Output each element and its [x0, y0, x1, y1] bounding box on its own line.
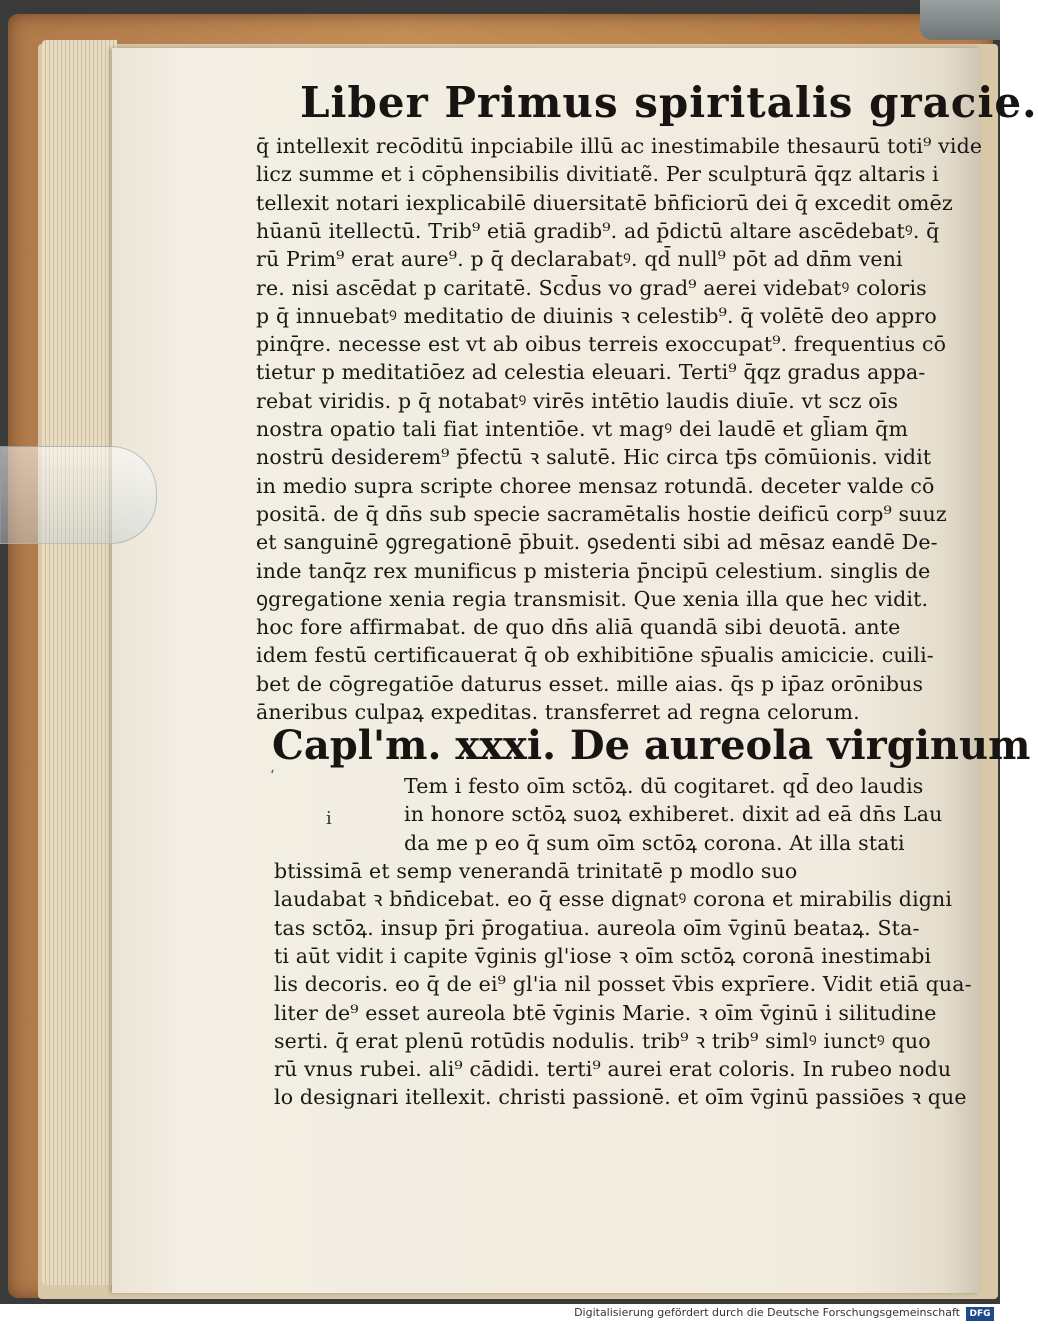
footer-credit: Digitalisierung gefördert durch die Deutsche Forschungsgemeinschaft — [574, 1306, 960, 1319]
dfg-logo: DFG — [966, 1307, 994, 1321]
text-line: inde tanq̄z rex munificus p misteria p̄ncipū celestium. singlis de — [256, 558, 931, 583]
text-line: p q̄ innuebatꝰ meditatio de diuinis ꝛ celestib⁹. q̄ volētē deo appro — [256, 303, 937, 328]
text-line: Tem i festo oīm sctōꝝ. dū cogitaret. qd̄ deo laudis — [404, 774, 924, 798]
text-line: q̄ intellexit recōditū inpciabile illū ac inestimabile thesaurū toti⁹ vide — [256, 134, 983, 158]
text-line: serti. q̄ erat plenū rotūdis nodulis. trib⁹ ꝛ trib⁹ simlꝰ iunctꝰ quo — [274, 1028, 931, 1053]
text-line: tietur p meditatiōez ad celestia eleuari. Terti⁹ q̄qz gradus appa- — [256, 360, 926, 385]
text-line: da me p eo q̄ sum oīm sctōꝝ corona. At illa stati — [404, 830, 905, 855]
text-line: licz summe et i cōphensibilis divitiatẽ. Per sculpturā q̄qz altaris i — [256, 162, 939, 187]
text-line: positā. de q̄ dn̄s sub specie sacramētalis hostie deificū corp⁹ suuz — [256, 501, 947, 526]
text-line: pinq̄re. necesse est vt ab oibus terreis exoccupat⁹. frequentius cō — [256, 332, 947, 357]
text-line: liter de⁹ esset aureola btē v̄ginis Marie. ꝛ oīm v̄ginū i silitudine — [274, 1000, 937, 1025]
book-clasp — [920, 0, 1000, 40]
text-line: ꝯgregatione xenia regia transmisit. Que xenia illa que hec vidit. — [256, 586, 929, 611]
chapter-mark: ‘ — [270, 768, 275, 784]
text-line: re. nisi ascēdat p caritatē. Scd̄us vo grad⁹ aerei videbatꝰ coloris — [256, 275, 927, 300]
text-line: laudabat ꝛ bn̄dicebat. eo q̄ esse dignatꝰ corona et mirabilis digni — [274, 887, 953, 912]
text-line: rebat viridis. p q̄ notabatꝰ virēs intētio laudis diuīe. vt scz oīs — [256, 388, 899, 413]
page-edges — [42, 40, 117, 1285]
text-line: nostrū desiderem⁹ p̄fectū ꝛ salutē. Hic circa tp̄s cōmūionis. vidit — [256, 445, 932, 470]
text-line: rū vnus rubei. ali⁹ cādidi. terti⁹ aurei erat coloris. In rubeo nodu — [274, 1057, 952, 1082]
page-heading: Liber Primus spiritalis gracie. — [300, 78, 1038, 127]
text-line: in honore sctōꝝ suoꝝ exhiberet. dixit ad eā dn̄s Lau — [404, 802, 943, 827]
text-line: tellexit notari iexplicabilē diuersitatē bn̄ficiorū dei q̄ excedit omēz — [256, 190, 953, 215]
text-line: ti aūt vidit i capite v̄ginis gl'iose ꝛ oīm sctōꝝ coronā inestimabi — [274, 943, 932, 968]
text-line: et sanguinē ꝯgregationē p̄buit. ꝯsedenti sibi ad mēsaz eandē De- — [256, 530, 938, 555]
footer-bar — [0, 1304, 1000, 1324]
text-line: hoc fore affirmabat. de quo dn̄s aliā quandā sibi deuotā. ante — [256, 615, 901, 640]
text-line: btissimā et semp venerandā trinitatē p modlo suo — [274, 859, 798, 883]
chapter-initial: i — [326, 808, 332, 829]
text-line: nostra opatio tali fiat intentiōe. vt magꝰ dei laudē et gl̄iam q̄m — [256, 417, 909, 441]
chapter-heading: Capl'm. xxxi. De aureola virginum — [272, 722, 1031, 769]
text-line: idem festū certificauerat q̄ ob exhibitiōne sp̄ualis amicicie. cuili- — [256, 643, 934, 668]
text-line: āneribus culpaꝝ expeditas. transferret ad regna celorum. — [256, 700, 860, 724]
text-line: in medio supra scripte choree mensaz rotundā. deceter valde cō — [256, 473, 935, 498]
text-line: lo designari itellexit. christi passionē. et oīm v̄ginū passiōes ꝛ que — [274, 1085, 967, 1110]
text-line: hūanū itellectū. Trib⁹ etiā gradib⁹. ad p̄dictū altare ascēdebatꝰ. q̄ — [256, 218, 940, 243]
text-line: bet de cōgregatiōe daturus esset. mille aias. q̄s p ip̄az orōnibus — [256, 671, 924, 696]
text-line: rū Prim⁹ erat aure⁹. p q̄ declarabatꝰ. qd̄ null⁹ pōt ad dn̄m veni — [256, 247, 903, 272]
glass-clip — [0, 446, 157, 544]
text-line: lis decoris. eo q̄ de ei⁹ gl'ia nil posset v̄bis exprīere. Vidit etiā qua- — [274, 972, 972, 997]
text-line: tas sctōꝝ. insup p̄ri p̄rogatiua. aureola oīm v̄ginū beataꝝ. Sta- — [274, 915, 920, 940]
